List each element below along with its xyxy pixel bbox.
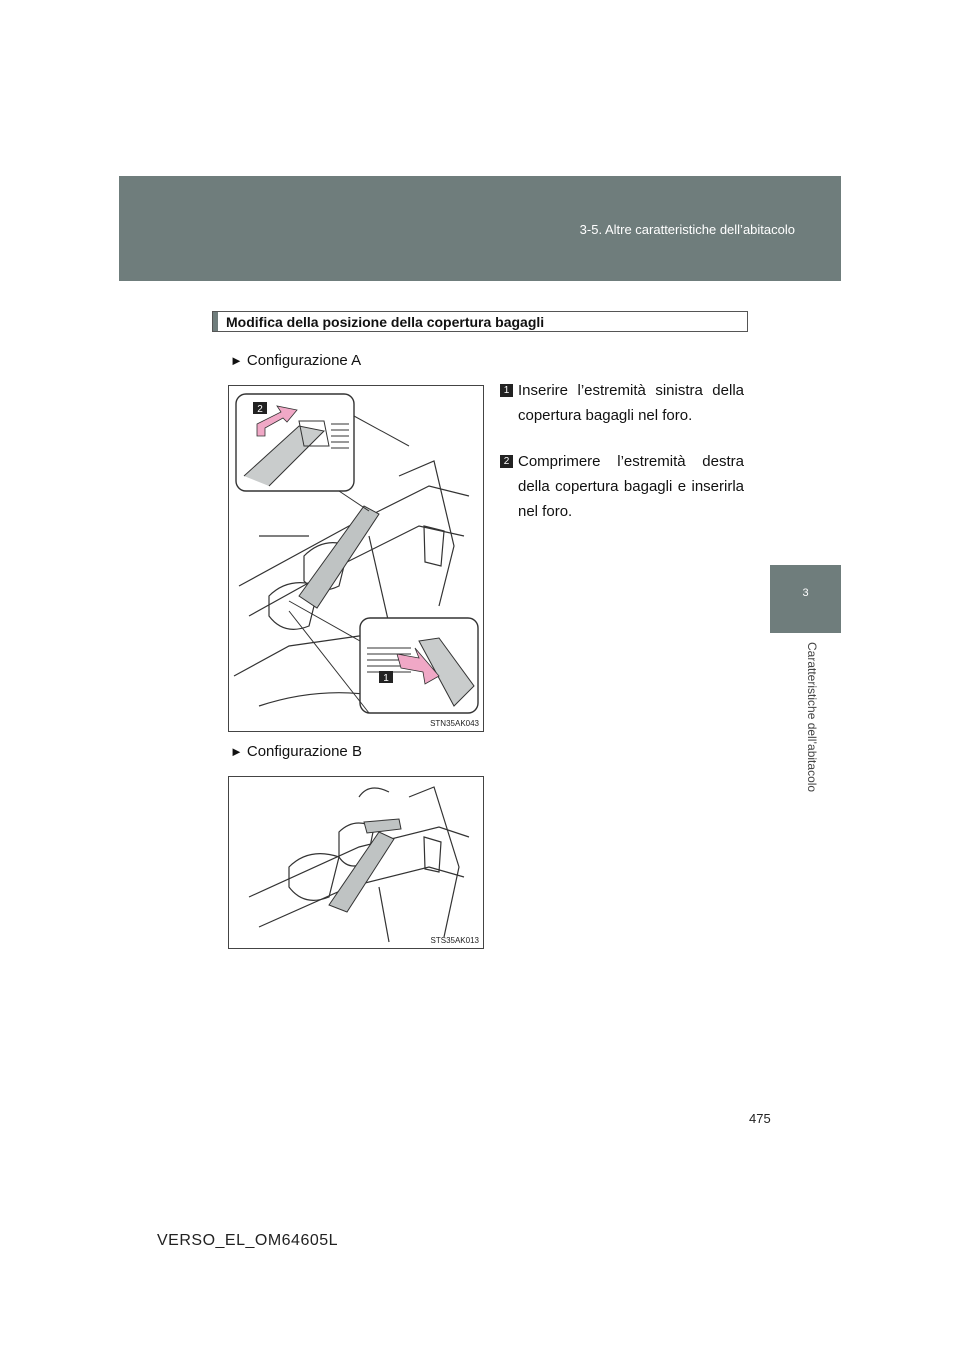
triangle-bullet-icon: ►: [230, 353, 243, 368]
config-b-label: ► Configurazione B: [230, 743, 362, 760]
chapter-label: Caratteristiche dell’abitacolo: [805, 642, 819, 793]
config-a-label: ► Configurazione A: [230, 352, 362, 369]
section-title: Modifica della posizione della copertura bagagli: [226, 313, 545, 330]
svg-text:2: 2: [257, 404, 263, 415]
figure-code-b: STS35AK013: [430, 936, 479, 945]
step-2-badge: 2: [500, 455, 513, 468]
triangle-bullet-icon: ►: [230, 744, 243, 759]
step-1-badge: 1: [500, 384, 513, 397]
header-section-title: 3-5. Altre caratteristiche dell’abitacolo: [579, 222, 795, 237]
svg-text:1: 1: [383, 673, 389, 684]
document-code: VERSO_EL_OM64605L: [157, 1232, 339, 1249]
cargo-cover-illustration-a: [229, 386, 483, 731]
step-1-text: Inserire l’estremità sinistra della copertura bagagli nel foro.: [518, 382, 744, 424]
chapter-number: 3: [802, 587, 809, 599]
figure-config-a: [228, 385, 484, 732]
section-heading: [212, 311, 748, 332]
step-1: [500, 378, 744, 428]
section-bar: [213, 312, 218, 331]
header-band: [119, 176, 841, 281]
chapter-tab: [770, 565, 841, 633]
cargo-cover-illustration-b: [229, 777, 483, 948]
step-2-text: Comprimere l’estremità destra della copertura bagagli e inserirla nel foro.: [518, 453, 744, 520]
figure-config-b: [228, 776, 484, 949]
page-number: 475: [749, 1111, 771, 1126]
step-2: [500, 449, 744, 524]
figure-code-a: STN35AK043: [430, 719, 479, 728]
